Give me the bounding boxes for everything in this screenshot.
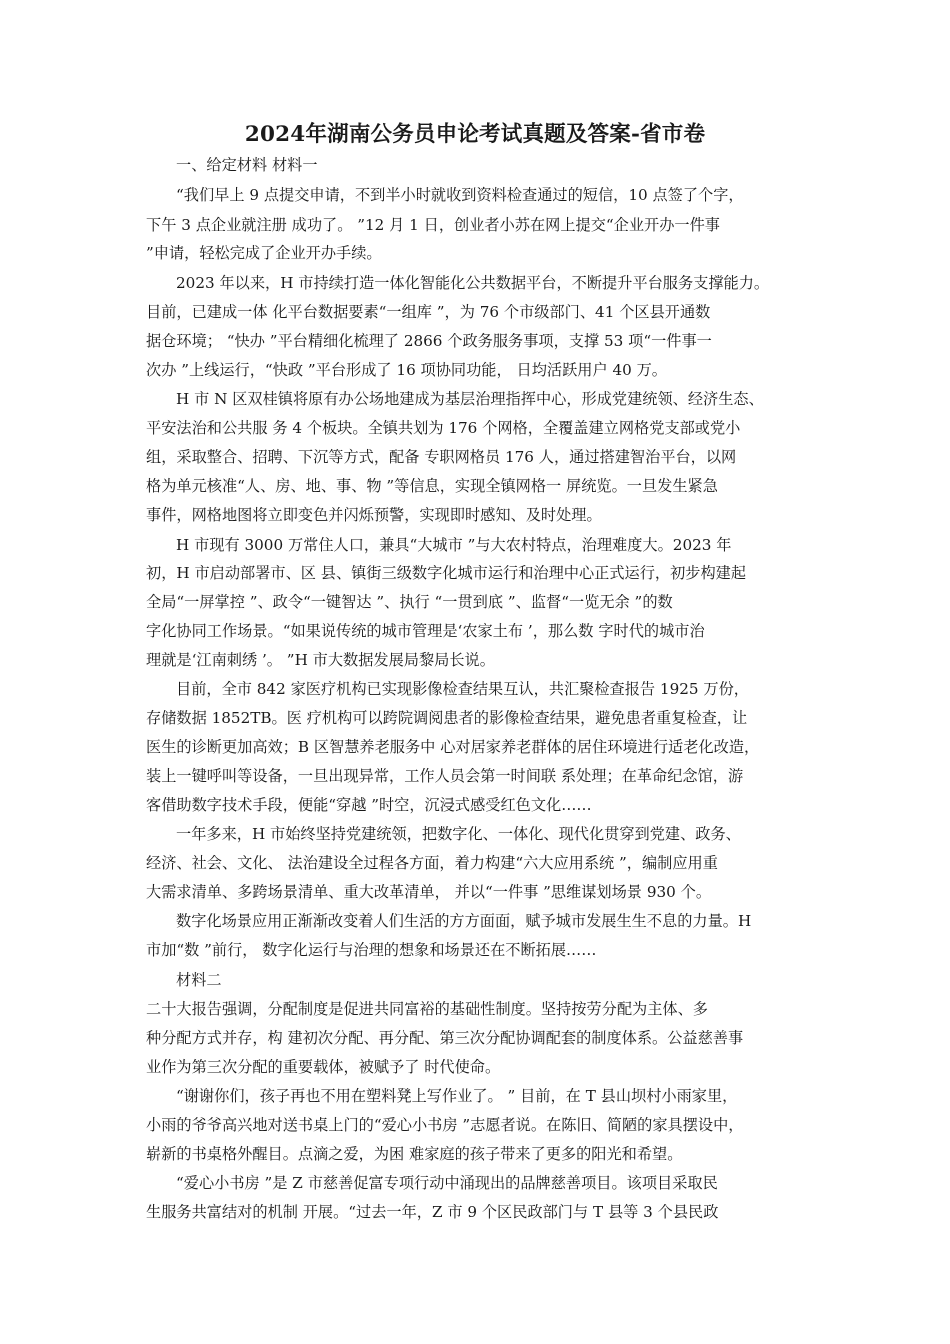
text-line: 目前，已建成一体 化平台数据要素“一组库 ”，为 76 个市级部门、41 个区县开通数 [146,303,711,321]
text-line: 一、给定材料 材料一 [176,156,318,174]
text-line: 材料二 [176,971,222,989]
text-line: “我们早上 9 点提交申请，不到半小时就收到资料检查通过的短信，10 点签了个字， [176,186,744,204]
text-line: 崭新的书桌格外醒目。点滴之爱，为困 难家庭的孩子带来了更多的阳光和希望。 [146,1145,683,1163]
text-line: 业作为第三次分配的重要载体，被赋予了 时代使命。 [146,1058,501,1076]
text-line: 经济、社会、文化、 法治建设全过程各方面，着力构建“六大应用系统 ”，编制应用重 [146,854,718,872]
text-line: 初，H 市启动部署市、区 县、镇街三级数字化城市运行和治理中心正式运行，初步构建起 [146,564,747,582]
text-line: 次办 ”上线运行，“快政 ”平台形成了 16 项协同功能， 日均活跃用户 40 万。 [146,361,667,379]
text-line: 据仓环境； “快办 ”平台精细化梳理了 2866 个政务服务事项，支撑 53 项“一件事一 [146,332,712,350]
text-line: 装上一键呼叫等设备，一旦出现异常，工作人员会第一时间联 系处理；在革命纪念馆，游 [146,767,744,785]
text-line: 2023 年以来，H 市持续打造一体化智能化公共数据平台，不断提升平台服务支撑能力。 [176,274,770,292]
text-line: 下午 3 点企业就注册 成功了。 ”12 月 1 日，创业者小苏在网上提交“企业开办一件事 [146,216,720,234]
text-line: 理就是‘江南刺绣 ’。 ”H 市大数据发展局黎局长说。 [146,651,495,669]
text-line: 种分配方式并存，构 建初次分配、再分配、第三次分配协调配套的制度体系。公益慈善事 [146,1029,744,1047]
text-line: 数字化场景应用正渐渐改变着人们生活的方方面面，赋予城市发展生生不息的力量。H [176,912,752,930]
text-line: 市加“数 ”前行， 数字化运行与治理的想象和场景还在不断拓展…… [146,941,597,959]
text-line: 生服务共富结对的机制 开展。“过去一年，Z 市 9 个区民政部门与 T 县等 3 个县民政 [146,1203,719,1221]
text-line: 一年多来，H 市始终坚持党建统领，把数字化、一体化、现代化贯穿到党建、政务、 [176,825,741,843]
text-line: 平安法治和公共服 务 4 个板块。全镇共划为 176 个网格，全覆盖建立网格党支部或党小 [146,419,741,437]
text-line: 客借助数字技术手段，便能“穿越 ”时空，沉浸式感受红色文化…… [146,796,592,814]
text-line: H 市 N 区双桂镇将原有办公场地建成为基层治理指挥中心，形成党建统领、经济生态、 [176,390,764,408]
text-line: 目前，全市 842 家医疗机构已实现影像检查结果互认，共汇聚检查报告 1925 万份， [176,680,749,698]
page-title: 2024年湖南公务员申论考试真题及答案-省市卷 [244,122,706,147]
text-line: “爱心小书房 ”是 Z 市慈善促富专项行动中涌现出的品牌慈善项目。该项目采取民 [176,1174,718,1192]
text-line: 大需求清单、多跨场景清单、重大改革清单， 并以“一件事 ”思维谋划场景 930 个。 [146,883,712,901]
text-line: 组，采取整合、招聘、下沉等方式，配备 专职网格员 176 人，通过搭建智治平台，以网 [146,448,737,466]
text-line: 小雨的爷爷高兴地对送书桌上门的“爱心小书房 ”志愿者说。在陈旧、简陋的家具摆设中， [146,1116,744,1134]
text-line: 二十大报告强调，分配制度是促进共同富裕的基础性制度。坚持按劳分配为主体、多 [146,1000,708,1018]
text-line: H 市现有 3000 万常住人口，兼具“大城市 ”与大农村特点，治理难度大。2023 年 [176,536,732,554]
text-line: 字化协同工作场景。“如果说传统的城市管理是‘农家土布 ’，那么数 字时代的城市治 [146,622,705,640]
text-line: ”申请，轻松完成了企业开办手续。 [146,244,382,262]
text-line: 医生的诊断更加高效；B 区智慧养老服务中 心对居家养老群体的居住环境进行适老化改造， [146,738,760,756]
text-line: 事件，网格地图将立即变色并闪烁预警，实现即时感知、及时处理。 [146,506,602,524]
text-line: 全局“一屏掌控 ”、政令“一键智达 ”、执行 “一贯到底 ”、监督“一览无余 ”的数 [146,593,673,611]
text-line: 格为单元核准“人、房、地、事、物 ”等信息，实现全镇网格一 屏统览。一旦发生紧急 [146,477,718,495]
text-line: “谢谢你们，孩子再也不用在塑料凳上写作业了。 ” 目前，在 T 县山坝村小雨家里， [176,1087,738,1105]
text-line: 存储数据 1852TB。医 疗机构可以跨院调阅患者的影像检查结果，避免患者重复检查，让 [146,709,748,727]
